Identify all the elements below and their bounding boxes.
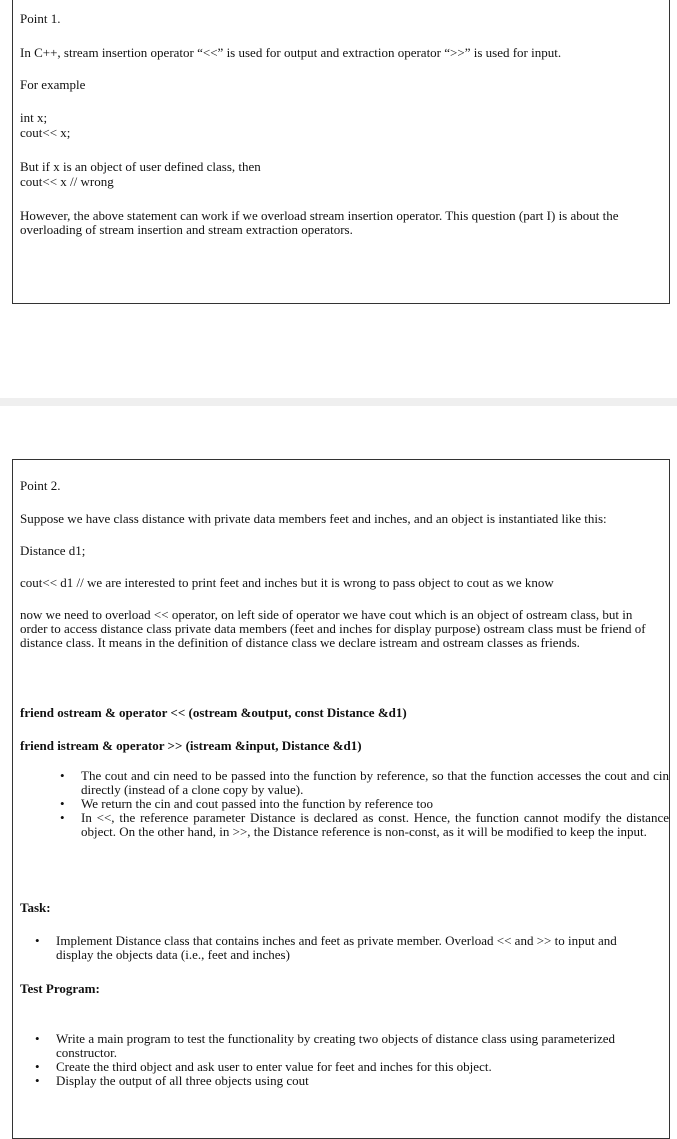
overload-paragraph: now we need to overload << operator, on left side of operator we have cout which is an object of ostream class, but in order to access distance class private data members (feet and inches for display purpose) ostream class must be friend of distance class. It means in the definition of distance class we declare istream and ostream classes as friends. xyxy=(20,607,646,650)
point2-box xyxy=(12,459,670,1139)
list-item: • In <<, the reference parameter Distance is declared as const. Hence, the function cannot modify the distance object. On the other hand, in >>, the Distance reference is non-const, as it will be modified to keep the input. xyxy=(20,811,669,839)
however-paragraph: However, the above statement can work if we overload stream insertion operator. This question (part I) is about the overloading of stream insertion and stream extraction operators. xyxy=(20,208,619,237)
task-heading: Task: xyxy=(20,900,51,915)
point1-intro: In C++, stream insertion operator “<<” is used for output and extraction operator “>>” is used for input. xyxy=(20,45,562,60)
point1-box xyxy=(12,0,670,304)
for-example-label: For example xyxy=(20,77,86,92)
list-item: • Implement Distance class that contains inches and feet as private member. Overload << and >> to input and display the objects data (i.e., feet and inches) xyxy=(20,934,656,962)
test-program-heading: Test Program: xyxy=(20,981,100,996)
wrong-line: cout<< x // wrong xyxy=(20,174,114,189)
point1-heading: Point 1. xyxy=(20,11,61,26)
code-line-1: int x; xyxy=(20,110,48,125)
task-list xyxy=(20,934,656,962)
cout-line: cout<< d1 // we are interested to print feet and inches but it is wrong to pass object to cout as we know xyxy=(20,575,554,590)
list-item: • We return the cin and cout passed into the function by reference too xyxy=(20,797,669,811)
list-item: • Display the output of all three objects using cout xyxy=(20,1074,656,1088)
suppose-line: Suppose we have class distance with private data members feet and inches, and an object is instantiated like this: xyxy=(20,511,607,526)
friend-ostream-signature: friend ostream & operator << (ostream &output, const Distance &d1) xyxy=(20,705,407,720)
page-divider xyxy=(0,398,677,406)
point2-heading: Point 2. xyxy=(20,478,61,493)
notes-list xyxy=(20,769,669,839)
list-item: • Write a main program to test the functionality by creating two objects of distance class using parameterized constructor. xyxy=(20,1032,656,1060)
declaration-line: Distance d1; xyxy=(20,543,86,558)
list-item: • Create the third object and ask user to enter value for feet and inches for this object. xyxy=(20,1060,656,1074)
test-program-list xyxy=(20,1032,656,1088)
list-item: • The cout and cin need to be passed into the function by reference, so that the function accesses the cout and cin directly (instead of a clone copy by value). xyxy=(20,769,669,797)
friend-istream-signature: friend istream & operator >> (istream &input, Distance &d1) xyxy=(20,738,362,753)
code-line-2: cout<< x; xyxy=(20,125,71,140)
but-line: But if x is an object of user defined class, then xyxy=(20,159,261,174)
